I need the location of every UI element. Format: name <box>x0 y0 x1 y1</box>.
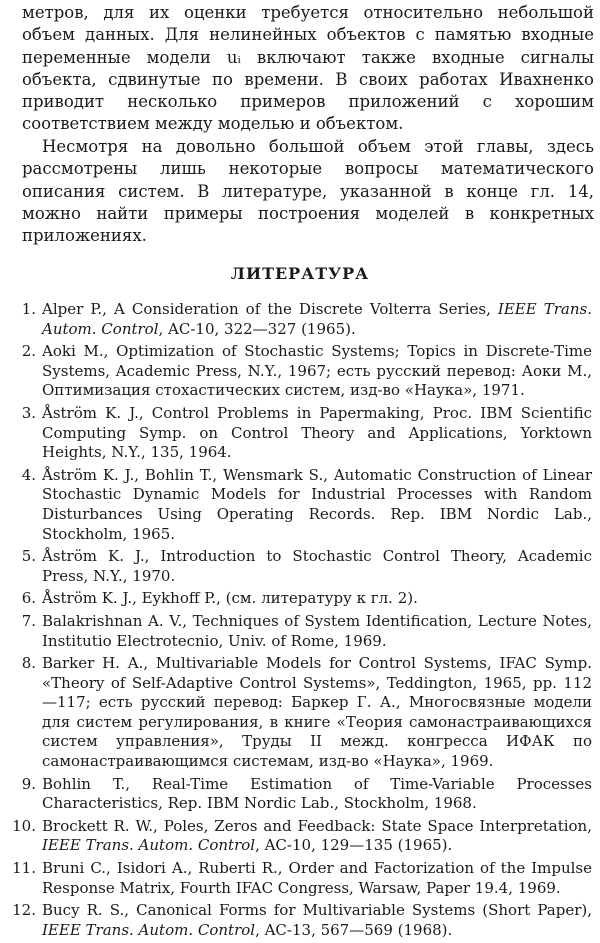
reference-number: 9. <box>21 774 36 793</box>
reference-details: , AC-10, 129—135 (1965). <box>255 836 453 855</box>
reference-text: Bucy R. S., Canonical Forms for Multivariable Systems (Short Paper), <box>42 901 592 920</box>
reference-text: Bohlin T., Real-Time Estimation of Time-Variable Processes Characteristics, Rep. IBM Nordic Lab., Stockholm, 1968. <box>42 774 592 813</box>
reference-item <box>0 342 600 401</box>
paragraph-closing <box>22 136 594 247</box>
paragraph-continued: метров, для их оценки требуется относительно небольшой объем данных. Для нелинейных объектов с памятью входные переменные модели uᵢ включают также входные сигналы объекта, сдвинутые по времени. В своих работах Ивахненко приводит несколько примеров приложений с хорошим соответствием между моделью и объектом. <box>22 3 594 134</box>
reference-item <box>0 817 600 856</box>
reference-item <box>0 901 600 940</box>
reference-number: 7. <box>21 611 36 630</box>
reference-item <box>0 300 600 339</box>
reference-text: Balakrishnan A. V., Techniques of System Identification, Lecture Notes, Institutio Electrotecnio, Univ. of Rome, 1969. <box>42 611 592 650</box>
reference-item <box>0 589 600 609</box>
paragraph-closing-text: Несмотря на довольно большой объем этой главы, здесь рассмотрены лишь некоторые вопросы математического описания систем. В литературе, указанной в конце гл. 14, можно найти примеры построения моделей в конкретных приложениях. <box>22 137 594 246</box>
reference-item <box>0 404 600 463</box>
reference-text: Brockett R. W., Poles, Zeros and Feedback: State Space Interpretation, <box>42 816 592 835</box>
reference-item <box>0 547 600 586</box>
reference-item <box>0 466 600 544</box>
reference-item <box>0 654 600 772</box>
reference-details: , AC-13, 567—569 (1968). <box>255 920 453 939</box>
reference-number: 11. <box>12 859 36 878</box>
reference-item <box>0 612 600 651</box>
reference-text: Bruni C., Isidori A., Ruberti R., Order and Factorization of the Impulse Response Matrix, Fourth IFAC Congress, Warsaw, Paper 19.4, 1969. <box>42 859 592 897</box>
reference-number: 10. <box>12 816 36 835</box>
reference-text: Åström K. J., Introduction to Stochastic Control Theory, Academic Press, N.Y., 1970. <box>42 547 592 585</box>
references-heading: ЛИТЕРАТУРА <box>230 264 370 283</box>
references-list <box>0 300 600 943</box>
reference-journal: IEEE Trans. Autom. Control <box>42 836 256 855</box>
reference-text: Alper P., A Consideration of the Discrete Volterra Series, <box>42 300 498 318</box>
reference-item <box>0 775 600 814</box>
reference-number: 1. <box>21 300 36 318</box>
reference-details: , AC-10, 322—327 (1965). <box>158 319 356 338</box>
reference-text: Åström K. J., Eykhoff P., (см. литературу к гл. 2). <box>42 589 418 608</box>
reference-number: 6. <box>21 589 36 608</box>
reference-number: 12. <box>12 901 36 920</box>
reference-number: 5. <box>21 547 36 566</box>
reference-text: Åström K. J., Control Problems in Papermaking, Proc. IBM Scientific Computing Symp. on Control Theory and Applications, Yorktown Heights, N.Y., 135, 1964. <box>42 403 592 462</box>
reference-number: 3. <box>21 403 36 422</box>
reference-number: 2. <box>21 342 36 361</box>
reference-number: 8. <box>21 654 36 673</box>
reference-text: Åström K. J., Bohlin T., Wensmark S., Automatic Construction of Linear Stochastic Dynamic Models for Industrial Processes with Random Disturbances Using Operating Records. Rep. IBM Nordic Lab., Stockholm, 1965. <box>42 465 592 543</box>
reference-text: Aoki M., Optimization of Stochastic Systems; Topics in Discrete-Time Systems, Academic Press, N.Y., 1967; есть русский перевод: Аоки М., Оптимизация стохастических систем, изд-во «Наука», 1971. <box>42 342 592 400</box>
reference-text: Barker H. A., Multivariable Models for Control Systems, IFAC Symp. «Theory of Self-Adaptive Control Systems», Teddington, 1965, pp. 112—117; есть русский перевод: Баркер Г. А., Многосвязные модели для систем регулирования, в книге «Теория самонастраивающихся систем управления», Труды II межд. конгресса ИФАК по самонастраивающимся системам, изд-во «Наука», 1969. <box>42 654 592 771</box>
reference-journal: IEEE Trans. Autom. Control <box>42 300 592 338</box>
reference-number: 4. <box>21 465 36 484</box>
reference-journal: IEEE Trans. Autom. Control <box>42 920 256 939</box>
reference-item <box>0 859 600 898</box>
